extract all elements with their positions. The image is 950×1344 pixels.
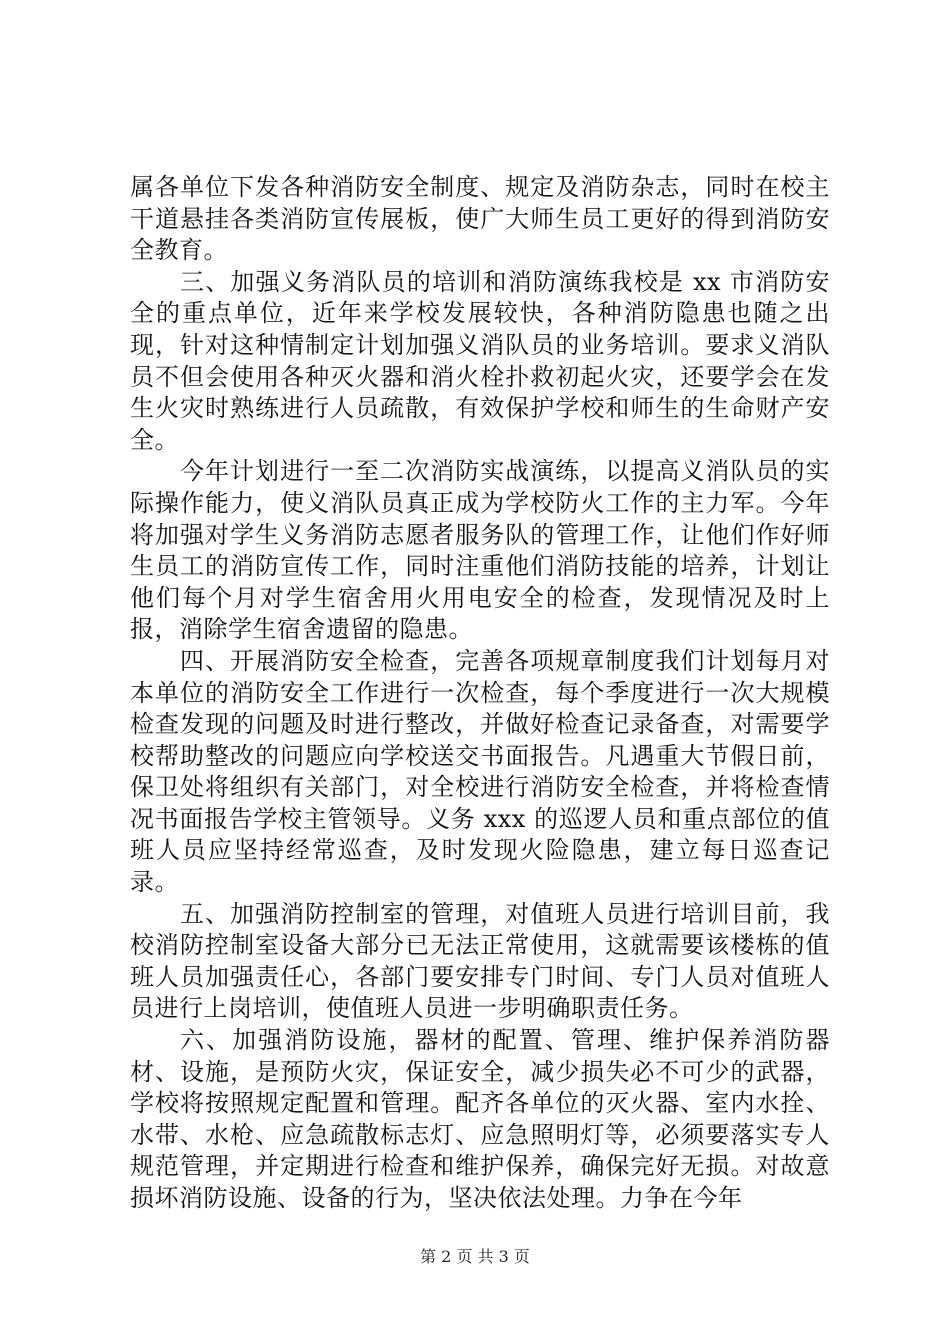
- page-footer: 第 2 页 共 3 页: [420, 1247, 530, 1266]
- document-body: [130, 172, 830, 1215]
- paragraph-control-room: 五、加强消防控制室的管理，对值班人员进行培训目前，我校消防控制室设备大部分已无法正常使用，这就需要该楼栋的值班人员加强责任心，各部门要安排专门时间、专门人员对值班人员进行上岗培训，使值班人员进一步明确职责任务。: [130, 899, 830, 1023]
- paragraph-equipment: 六、加强消防设施，器材的配置、管理、维护保养消防器材、设施，是预防火灾，保证安全，减少损失必不可少的武器，学校将按照规定配置和管理。配齐各单位的灭火器、室内水拴、水带、水枪、应急疏散标志灯、应急照明灯等，必须要落实专人规范管理，并定期进行检查和维护保养，确保完好无损。对故意损坏消防设施、设备的行为，坚决依法处理。力争在今年: [130, 1026, 830, 1212]
- paragraph-continuation: 属各单位下发各种消防安全制度、规定及消防杂志，同时在校主干道悬挂各类消防宣传展板，使广大师生员工更好的得到消防安全教育。: [130, 173, 830, 265]
- paragraph-safety-inspection: 四、开展消防安全检查，完善各项规章制度我们计划每月对本单位的消防安全工作进行一次检查，每个季度进行一次大规模检查发现的问题及时进行整改，并做好检查记录备查，对需要学校帮助整改的问题应向学校送交书面报告。凡遇重大节假日前，保卫处将组织有关部门，对全校进行消防安全检查，并将检查情况书面报告学校主管领导。义务 xxx 的巡逻人员和重点部位的值班人员应坚持经常巡查，及时发现火险隐患，建立每日巡查记录。: [130, 646, 830, 897]
- paragraph-volunteer-training: 三、加强义务消队员的培训和消防演练我校是 xx 市消防安全的重点单位，近年来学校发展较快，各种消防隐患也随之出现，针对这种情制定计划加强义消队员的业务培训。要求义消队员不但会使用各种灭火器和消火栓扑救初起火灾，还要学会在发生火灾时熟练进行人员疏散，有效保护学校和师生的生命财产安全。: [130, 267, 830, 454]
- paragraph-drills: 今年计划进行一至二次消防实战演练，以提高义消队员的实际操作能力，使义消队员真正成为学校防火工作的主力军。今年将加强对学生义务消防志愿者服务队的管理工作，让他们作好师生员工的消防宣传工作，同时注重他们消防技能的培养，计划让他们每个月对学生宿舍用火用电安全的检查，发现情况及时上报，消除学生宿舍遗留的隐患。: [130, 457, 830, 644]
